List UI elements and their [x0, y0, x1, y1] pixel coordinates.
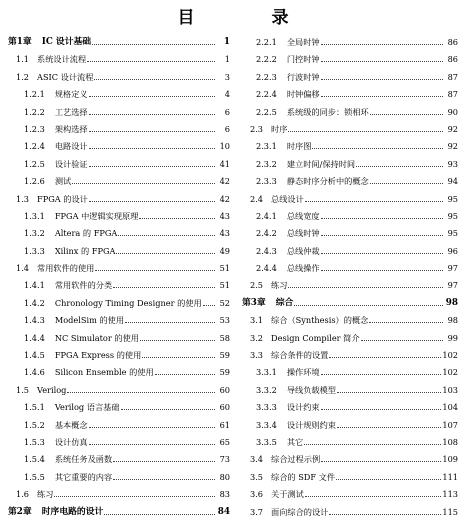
toc-page-number: 4 — [224, 89, 230, 100]
toc-leader-dots — [361, 330, 443, 341]
toc-page-number: 42 — [219, 193, 230, 204]
toc-leader-dots — [67, 382, 215, 393]
toc-entry-title: Chronology Timing Designer 的使用 — [54, 297, 202, 308]
toc-entry-title: 关于测试 — [271, 489, 304, 500]
toc-entry-number: 2.3.2 — [256, 158, 277, 169]
toc-page-number: 42 — [219, 176, 230, 187]
toc-entry — [242, 330, 458, 347]
toc-entry — [8, 156, 230, 173]
toc-entry-title: 时钟偏移 — [286, 89, 320, 100]
toc-entry — [8, 104, 230, 121]
toc-leader-dots — [140, 330, 215, 341]
toc-leader-dots — [89, 138, 215, 149]
toc-entry — [242, 364, 458, 381]
toc-entry — [242, 208, 458, 225]
toc-entry-number: 1.3.3 — [24, 245, 45, 256]
toc-entry — [8, 312, 230, 329]
toc-entry-title: 常用软件的分类 — [54, 280, 113, 291]
toc-entry — [242, 156, 458, 173]
toc-leader-dots — [203, 295, 215, 306]
toc-leader-dots — [54, 486, 215, 497]
toc-leader-dots — [369, 312, 443, 323]
toc-leader-dots — [121, 399, 215, 410]
toc-entry-number: 1.4.5 — [24, 350, 45, 361]
toc-entry — [8, 51, 230, 68]
toc-entry — [8, 347, 230, 364]
toc-entry — [242, 121, 458, 138]
toc-entry — [242, 104, 458, 121]
toc-entry — [8, 469, 230, 486]
toc-entry-title: IC 设计基础 — [41, 37, 92, 47]
toc-page-number: 61 — [219, 419, 230, 430]
toc-entry-title: Xilinx 的 FPGA — [54, 245, 116, 256]
toc-entry-title: 系统设计流程 — [37, 54, 87, 65]
toc-entry-number: 1.5 — [16, 384, 30, 395]
toc-page-number: 10 — [219, 141, 230, 152]
toc-entry-title: 综合条件的设置 — [271, 350, 329, 361]
toc-entry-title: 工艺选择 — [54, 106, 88, 117]
toc-entry — [242, 225, 458, 242]
toc-entry-number: 2.2.4 — [256, 89, 277, 100]
toc-leader-dots — [142, 347, 215, 358]
toc-entry-number: 2.3 — [250, 123, 264, 134]
toc-entry — [242, 312, 458, 329]
toc-entry-number: 1.1 — [16, 54, 30, 65]
toc-page-number: 97 — [447, 263, 458, 274]
toc-entry-number: 2.2.3 — [256, 71, 277, 82]
toc-leader-dots — [72, 173, 215, 184]
toc-leader-dots — [321, 34, 443, 45]
toc-entry-title: 总线设计 — [271, 193, 304, 204]
toc-entry-number: 1.4.1 — [24, 280, 45, 291]
toc-entry-title: 设计约束 — [286, 402, 320, 413]
toc-page-number: 49 — [219, 245, 230, 256]
toc-entry — [8, 173, 230, 190]
toc-entry — [8, 121, 230, 138]
toc-entry-number: 3.3 — [250, 350, 264, 361]
toc-entry-title: FPGA 中逻辑实现原理 — [54, 210, 139, 221]
toc-entry-title: 时序电路的设计 — [41, 506, 104, 517]
toc-page-number: 87 — [447, 71, 458, 82]
toc-entry-number: 3.1 — [250, 315, 264, 326]
toc-entry-number: 1.2.1 — [24, 89, 45, 100]
toc-entry-title: 总线时钟 — [286, 228, 320, 239]
toc-entry — [8, 191, 230, 208]
toc-entry-title: Altera 的 FPGA — [54, 228, 118, 239]
toc-leader-dots — [89, 104, 215, 115]
toc-leader-dots — [95, 260, 215, 271]
toc-leader-dots — [321, 51, 443, 62]
toc-leader-dots — [329, 347, 441, 358]
toc-right-column — [242, 34, 458, 521]
toc-page-number: 108 — [442, 436, 458, 447]
toc-entry — [242, 434, 458, 451]
toc-page-number: 60 — [219, 384, 230, 395]
toc-entry-number: 第2章 — [8, 506, 32, 517]
toc-entry-title: NC Simulator 的使用 — [54, 332, 139, 343]
toc-leader-dots — [104, 504, 215, 515]
toc-entry-title: 设计验证 — [54, 158, 88, 169]
toc-entry — [242, 347, 458, 364]
toc-entry-number: 2.5 — [250, 280, 264, 291]
toc-entry-title: 总线宽度 — [286, 210, 320, 221]
toc-entry-title: 门控时钟 — [286, 54, 320, 65]
toc-page-number: 113 — [442, 489, 458, 500]
toc-entry-title: Design Compiler 简介 — [271, 332, 360, 343]
toc-entry-number: 1.4 — [16, 263, 30, 274]
toc-leader-dots — [321, 451, 441, 462]
toc-entry-title: 架构选择 — [54, 123, 88, 134]
toc-entry — [8, 417, 230, 434]
toc-entry-title: 电路设计 — [54, 141, 88, 152]
toc-entry-number: 1.5.5 — [24, 471, 45, 482]
toc-entry-number: 1.2.5 — [24, 158, 45, 169]
toc-entry-number: 2.3.1 — [256, 141, 277, 152]
toc-entry-number: 1.5.4 — [24, 454, 45, 465]
toc-page-number: 99 — [447, 332, 458, 343]
toc-chapter-entry — [8, 504, 230, 521]
toc-entry-number: 2.4 — [250, 193, 264, 204]
toc-entry-title: 测试 — [54, 176, 72, 187]
toc-entry-number: 1.5.2 — [24, 419, 45, 430]
toc-chapter-entry — [242, 295, 458, 312]
toc-entry — [242, 69, 458, 86]
toc-page-number: 109 — [442, 454, 458, 465]
toc-entry-title: 总线操作 — [286, 263, 320, 274]
toc-page-number: 41 — [219, 158, 230, 169]
toc-page-number: 51 — [219, 280, 230, 291]
toc-page-number: 96 — [447, 245, 458, 256]
toc-page-number: 80 — [219, 471, 230, 482]
toc-leader-dots — [321, 243, 443, 254]
toc-entry — [242, 469, 458, 486]
toc-entry-title: 练习 — [271, 280, 288, 291]
toc-entry-number: 1.5.1 — [24, 402, 45, 413]
toc-page-number: 115 — [442, 506, 458, 517]
toc-entry — [242, 277, 458, 294]
toc-entry — [8, 277, 230, 294]
toc-entry-number: 1.2 — [16, 71, 30, 82]
toc-leader-dots — [305, 486, 442, 497]
toc-leader-dots — [89, 191, 215, 202]
toc-entry-number: 2.4.4 — [256, 263, 277, 274]
toc-entry — [242, 382, 458, 399]
toc-entry-number: 3.6 — [250, 489, 264, 500]
toc-entry — [242, 417, 458, 434]
toc-page-number: 102 — [442, 350, 458, 361]
toc-entry — [242, 451, 458, 468]
toc-page-number: 87 — [447, 89, 458, 100]
toc-leader-dots — [337, 382, 441, 393]
toc-page-number: 86 — [447, 54, 458, 65]
toc-entry-title: Verilog 语言基础 — [54, 402, 120, 413]
toc-entry-number: 1.2.3 — [24, 123, 45, 134]
toc-page-number: 53 — [219, 315, 230, 326]
toc-leader-dots — [113, 277, 215, 288]
toc-leader-dots — [155, 364, 215, 375]
toc-page-number: 3 — [224, 71, 230, 82]
toc-leader-dots — [321, 69, 443, 80]
toc-entry — [242, 51, 458, 68]
toc-entry — [8, 243, 230, 260]
toc-entry-title: 时序图 — [286, 141, 312, 152]
toc-entry — [242, 34, 458, 51]
toc-page-number: 60 — [219, 402, 230, 413]
toc-entry-number: 3.2 — [250, 332, 264, 343]
toc-entry-number: 1.2.4 — [24, 141, 45, 152]
toc-entry-title: 综合 — [275, 297, 294, 308]
toc-page-number: 92 — [447, 123, 458, 134]
toc-entry-number: 1.6 — [16, 489, 30, 500]
toc-entry-title: 其它重要的内容 — [54, 471, 113, 482]
toc-leader-dots — [304, 434, 441, 445]
toc-entry-title: FPGA 的设计 — [37, 193, 88, 204]
toc-entry-number: 1.4.3 — [24, 315, 45, 326]
toc-leader-dots — [321, 364, 442, 375]
toc-entry-number: 3.3.4 — [256, 419, 277, 430]
toc-leader-dots — [370, 104, 443, 115]
toc-chapter-entry — [8, 34, 230, 51]
toc-entry-title: 导线负载模型 — [286, 384, 336, 395]
toc-page-number: 1 — [224, 54, 230, 65]
toc-entry-title: 面向综合的设计 — [271, 506, 329, 517]
toc-page-number: 107 — [442, 419, 458, 430]
toc-entry-title: Silicon Ensemble 的使用 — [54, 367, 154, 378]
toc-entry-number: 2.3.3 — [256, 176, 277, 187]
toc-entry-number: 3.3.5 — [256, 436, 277, 447]
toc-entry — [242, 243, 458, 260]
toc-page-number: 6 — [224, 123, 230, 134]
toc-entry-title: 综合（Synthesis）的概念 — [271, 315, 369, 326]
toc-entry — [8, 138, 230, 155]
toc-page-number: 65 — [219, 436, 230, 447]
toc-entry — [8, 260, 230, 277]
toc-entry-number: 1.3.1 — [24, 210, 45, 221]
toc-entry-number: 第1章 — [8, 37, 32, 47]
toc-entry-title: 综合的 SDF 文件 — [271, 471, 336, 482]
toc-leader-dots — [89, 417, 215, 428]
toc-entry — [8, 225, 230, 242]
toc-leader-dots — [113, 469, 215, 480]
toc-entry-title: 总线仲裁 — [286, 245, 320, 256]
toc-entry-number: 2.2.1 — [256, 37, 277, 47]
toc-entry-number: 1.2.2 — [24, 106, 45, 117]
toc-leader-dots — [337, 417, 441, 428]
toc-page-number: 84 — [217, 506, 230, 517]
toc-entry — [242, 486, 458, 503]
toc-entry-title: 建立时间/保持时间 — [286, 158, 356, 169]
toc-entry-number: 1.4.4 — [24, 332, 45, 343]
toc-entry-number: 3.7 — [250, 506, 264, 517]
page-title: 目 录 — [177, 8, 319, 28]
toc-leader-dots — [89, 156, 215, 167]
toc-entry-number: 2.2.5 — [256, 106, 277, 117]
toc-page-number: 111 — [442, 471, 458, 482]
toc-entry-title: 操作环境 — [286, 367, 320, 378]
toc-entry — [8, 86, 230, 103]
toc-entry — [242, 173, 458, 190]
toc-page-number: 6 — [224, 106, 230, 117]
toc-leader-dots — [312, 138, 443, 149]
toc-entry — [8, 399, 230, 416]
toc-entry-title: 行波时钟 — [286, 71, 320, 82]
toc-leader-dots — [356, 156, 443, 167]
toc-entry — [8, 486, 230, 503]
toc-leader-dots — [113, 451, 215, 462]
toc-page-number: 59 — [219, 367, 230, 378]
toc-page-number: 59 — [219, 350, 230, 361]
toc-page-number: 1 — [223, 37, 230, 47]
toc-page-number: 52 — [219, 297, 230, 308]
toc-leader-dots — [87, 51, 215, 62]
toc-page-number: 98 — [445, 297, 458, 308]
toc-leader-dots — [94, 69, 215, 80]
toc-page-number: 103 — [442, 384, 458, 395]
toc-leader-dots — [288, 121, 443, 132]
toc-leader-dots — [294, 295, 443, 306]
toc-entry — [242, 504, 458, 521]
toc-entry-number: 2.4.2 — [256, 228, 277, 239]
toc-entry-number: 3.3.2 — [256, 384, 277, 395]
toc-entry-number: 1.3.2 — [24, 228, 45, 239]
toc-entry-number: 3.3.1 — [256, 367, 277, 378]
toc-entry — [242, 191, 458, 208]
toc-leader-dots — [321, 225, 443, 236]
toc-leader-dots — [370, 173, 443, 184]
toc-entry — [8, 295, 230, 312]
toc-page-number: 104 — [442, 402, 458, 413]
toc-entry — [242, 138, 458, 155]
toc-entry — [8, 364, 230, 381]
toc-leader-dots — [288, 277, 443, 288]
toc-entry-number: 1.4.2 — [24, 297, 45, 308]
toc-entry-title: Verilog — [37, 384, 67, 395]
toc-leader-dots — [118, 225, 215, 236]
toc-entry-title: 练习 — [37, 489, 54, 500]
toc-page-number: 90 — [447, 106, 458, 117]
toc-entry-title: 全局时钟 — [286, 37, 320, 47]
toc-page-number: 43 — [219, 210, 230, 221]
toc-leader-dots — [89, 121, 215, 132]
toc-entry-title: 时序 — [271, 123, 288, 134]
toc-leader-dots — [305, 191, 443, 202]
toc-entry-number: 2.4.3 — [256, 245, 277, 256]
toc-page-number: 86 — [447, 37, 458, 47]
toc-entry — [8, 208, 230, 225]
toc-leader-dots — [321, 399, 442, 410]
toc-entry-title: ASIC 设计流程 — [37, 71, 94, 82]
toc-entry — [242, 86, 458, 103]
toc-page-number: 98 — [447, 315, 458, 326]
toc-entry-title: 设计规则约束 — [286, 419, 336, 430]
toc-entry — [8, 382, 230, 399]
toc-entry-title: 综合过程示例 — [271, 454, 321, 465]
toc-entry-number: 2.2.2 — [256, 54, 277, 65]
toc-leader-dots — [321, 208, 443, 219]
toc-page-number: 83 — [219, 489, 230, 500]
toc-leader-dots — [321, 86, 443, 97]
toc-page-number: 58 — [219, 332, 230, 343]
toc-page-number: 97 — [447, 280, 458, 291]
toc-page-number: 95 — [447, 193, 458, 204]
toc-entry-title: 系统级的同步：锁相环 — [286, 106, 369, 117]
toc-page-number: 94 — [447, 176, 458, 187]
toc-entry-number: 1.3 — [16, 193, 30, 204]
toc-page-number: 93 — [447, 158, 458, 169]
toc-page-number: 92 — [447, 141, 458, 152]
toc-entry-number: 3.4 — [250, 454, 264, 465]
toc-leader-dots — [329, 504, 441, 515]
toc-page-number: 102 — [442, 367, 458, 378]
toc-leader-dots — [89, 86, 215, 97]
toc-leader-dots — [92, 34, 215, 45]
toc-entry-title: 设计仿真 — [54, 436, 88, 447]
toc-page-number: 43 — [219, 228, 230, 239]
toc-entry — [242, 399, 458, 416]
toc-entry-title: ModelSim 的使用 — [54, 315, 125, 326]
toc-leader-dots — [125, 312, 215, 323]
toc-entry-title: 基本概念 — [54, 419, 88, 430]
toc-leader-dots — [321, 260, 443, 271]
toc-entry-title: 常用软件的使用 — [37, 263, 95, 274]
toc-entry-title: FPGA Express 的使用 — [54, 350, 142, 361]
toc-entry — [8, 434, 230, 451]
toc-entry-title: 静态时序分析中的概念 — [286, 176, 369, 187]
toc-leader-dots — [139, 208, 215, 219]
toc-leader-dots — [336, 469, 441, 480]
toc-page-number: 73 — [219, 454, 230, 465]
toc-entry-number: 第3章 — [242, 297, 266, 308]
toc-entry-number: 1.2.6 — [24, 176, 45, 187]
toc-entry-title: 其它 — [286, 436, 304, 447]
toc-page-number: 51 — [219, 263, 230, 274]
toc-entry-number: 3.5 — [250, 471, 264, 482]
toc-left-column — [8, 34, 230, 521]
toc-entry-title: 规格定义 — [54, 89, 88, 100]
toc-entry-number: 2.4.1 — [256, 210, 277, 221]
toc-leader-dots — [116, 243, 215, 254]
toc-entry — [242, 260, 458, 277]
toc-entry-number: 1.5.3 — [24, 436, 45, 447]
toc-page-number: 95 — [447, 210, 458, 221]
toc-entry-title: 系统任务及函数 — [54, 454, 113, 465]
toc-entry — [8, 69, 230, 86]
toc-leader-dots — [89, 434, 215, 445]
toc-page-number: 95 — [447, 228, 458, 239]
toc-entry-number: 1.4.6 — [24, 367, 45, 378]
toc-entry — [8, 330, 230, 347]
toc-entry-number: 3.3.3 — [256, 402, 277, 413]
toc-entry — [8, 451, 230, 468]
